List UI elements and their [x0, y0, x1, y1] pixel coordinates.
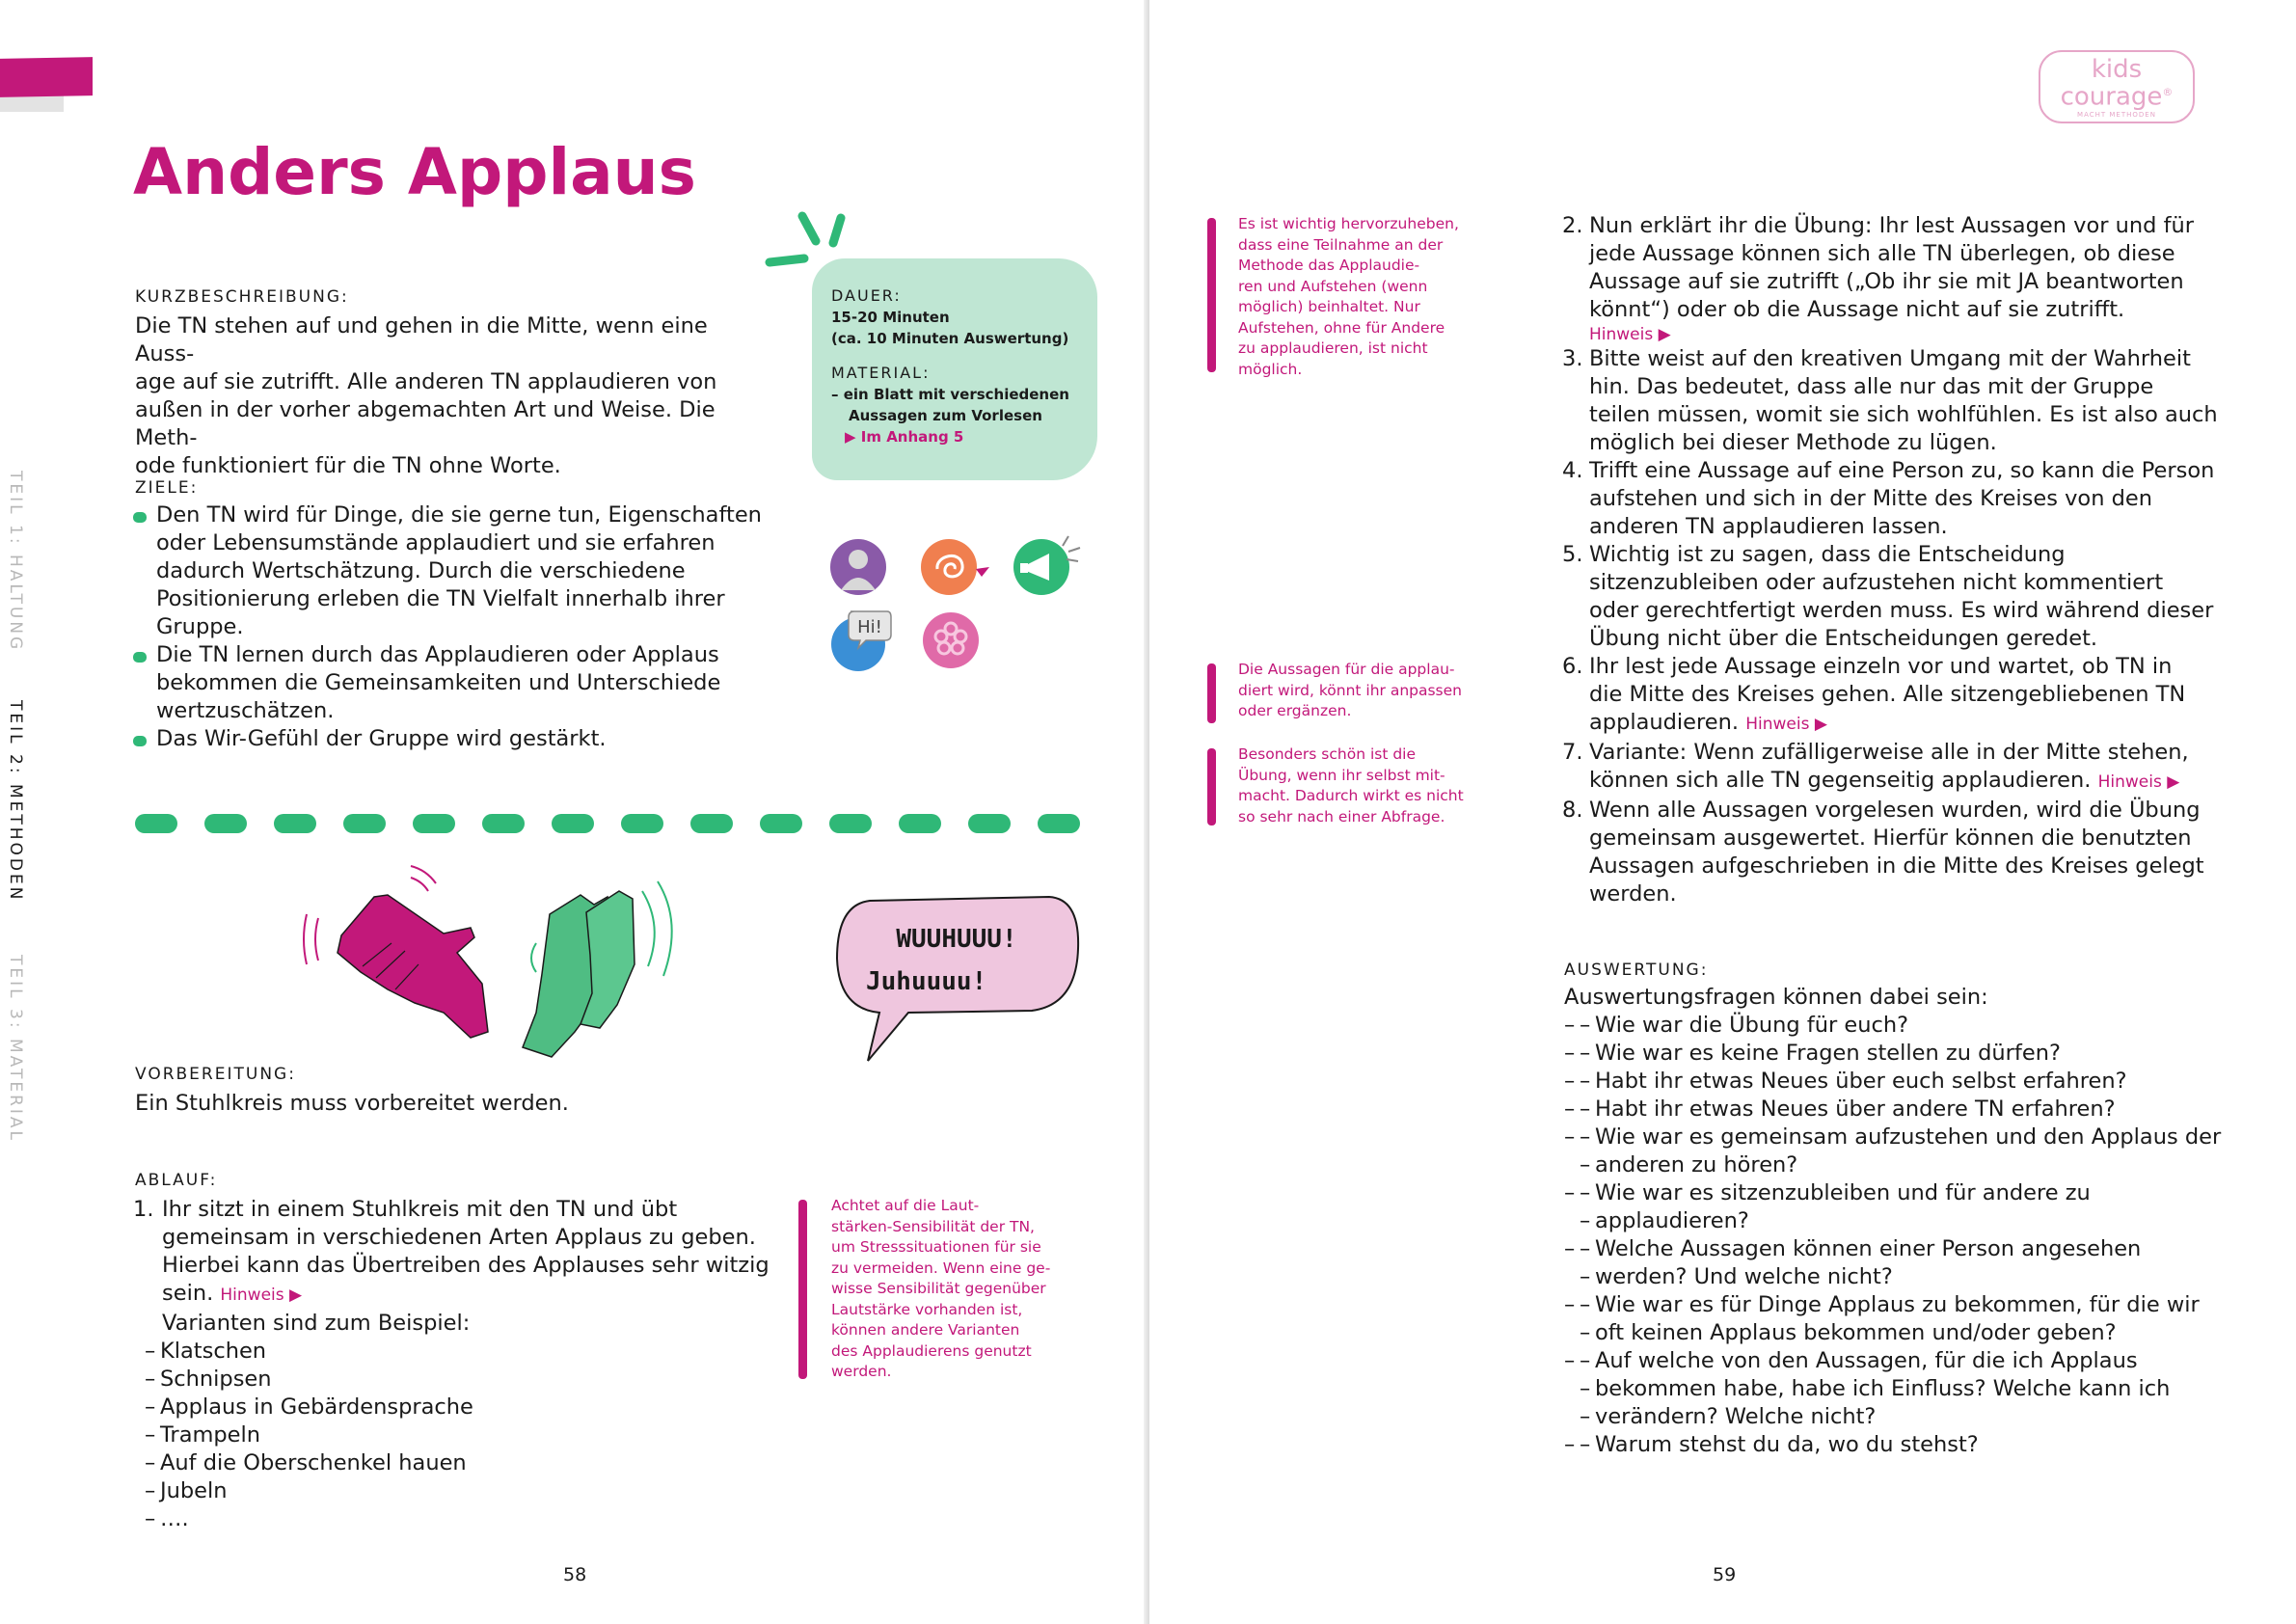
flower-icon	[920, 609, 982, 671]
right-page	[1149, 0, 2296, 1624]
list-item: – – Warum stehst du da, wo du stehst?	[1564, 1431, 2258, 1459]
swirl-icon	[918, 536, 993, 598]
list-item: 4. Trifft eine Aussage auf eine Person zu, so kann die Person aufstehen und sich in der Mitte des Kreises von den anderen TN applaudieren lassen.	[1562, 458, 2215, 539]
laut-note: Achtet auf die Laut- stärken-Sensibilität der TN, um Stresssituationen für sie zu vermeiden. Wenn eine ge- wisse Sensibilität gegenüber Lautstärke vorhanden ist, können andere Varianten des Applaudierens genutzt werden.	[831, 1197, 1051, 1380]
clapping-hands-illustration	[299, 858, 771, 1090]
teilnahme-note: Es ist wichtig hervorzuheben, dass eine Teilnahme an der Methode das Applaudie- ren und Aufstehen (wenn möglich) beinhaltet. Nur Aufstehen, ohne für Andere zu applaudieren, ist nicht möglich.	[1238, 215, 1459, 378]
hint-link[interactable]: Hinweis ▶	[2097, 772, 2180, 792]
list-item: Das Wir-Gefühl der Gruppe wird gestärkt.	[133, 725, 770, 753]
list-item: – – Wie war es sitzenzubleiben und für andere zu – applaudieren?	[1564, 1179, 2258, 1235]
list-item: – Schnipsen	[145, 1366, 770, 1394]
hint-link[interactable]: Hinweis ▶	[1745, 715, 1827, 734]
list-item: – – Welche Aussagen können einer Person angesehen – werden? Und welche nicht?	[1564, 1235, 2258, 1291]
person-icon	[827, 536, 889, 598]
ablauf-steps	[1562, 212, 2256, 908]
hint-link[interactable]: Hinweis ▶	[220, 1286, 303, 1305]
ziele-label: ZIELE:	[135, 478, 199, 498]
dauer-note: (ca. 10 Minuten Auswertung)	[831, 330, 1069, 347]
list-item: 6. Ihr lest jede Aussage einzeln vor und wartet, ob TN in die Mitte des Kreises gehen. Alle sitzengebliebenen TN applaudieren. Hinweis ▶	[1562, 654, 2186, 735]
list-item: – – Habt ihr etwas Neues über euch selbst erfahren?	[1564, 1068, 2258, 1096]
list-item: – – Wie war es gemeinsam aufzustehen und den Applaus der – anderen zu hören?	[1564, 1123, 2258, 1179]
note-bar	[798, 1200, 807, 1379]
ziele-list	[133, 501, 770, 753]
note-bar	[1207, 218, 1216, 372]
list-item: – – Wie war es keine Fragen stellen zu dürfen?	[1564, 1040, 2258, 1068]
dauer-value: 15-20 Minuten	[831, 309, 950, 326]
list-item: – Klatschen	[145, 1338, 770, 1366]
side-tab-haltung[interactable]: TEIL 1: HALTUNG	[6, 471, 25, 653]
varianten-list	[133, 1338, 770, 1533]
material-link[interactable]: ▶ Im Anhang 5	[845, 428, 964, 446]
dashed-divider	[131, 806, 1105, 841]
material-line: Aussagen zum Vorlesen	[849, 407, 1042, 424]
speech-hi-icon	[827, 606, 895, 673]
list-item: – – Wie war es für Dinge Applaus zu bekommen, für die wir – oft keinen Applaus bekommen und/oder geben?	[1564, 1291, 2258, 1347]
list-item: 5. Wichtig ist zu sagen, dass die Entscheidung sitzenzubleiben oder aufzustehen nicht kommentiert oder gerechtfertigt werden muss. Es wird während dieser Übung nicht über die Entscheidungen geredet.	[1562, 542, 2214, 651]
svg-text:WUUHUUU!: WUUHUUU!	[896, 925, 1017, 954]
list-item: 8. Wenn alle Aussagen vorgelesen wurden, wird die Übung gemeinsam ausgewertet. Hierfür können die benutzten Aussagen aufgeschrieben in die Mitte des Kreises gelegt werden.	[1562, 798, 2204, 907]
svg-text:Hi!: Hi!	[857, 617, 882, 637]
auswertung-intro: Auswertungsfragen können dabei sein:	[1564, 985, 1988, 1010]
list-item: Die TN lernen durch das Applaudieren oder Applaus bekommen die Gemeinsamkeiten und Unterschiede wertzuschätzen.	[133, 641, 770, 725]
megaphone-icon	[1011, 523, 1090, 600]
list-item: – Auf die Oberschenkel hauen	[145, 1449, 770, 1477]
list-item: 7. Variante: Wenn zufälligerweise alle in der Mitte stehen, können sich alle TN gegenseitig applaudieren. Hinweis ▶	[1562, 740, 2189, 793]
kids-courage-logo: kids courage® MACHT METHODEN	[2039, 50, 2195, 123]
list-item: – ….	[145, 1505, 770, 1533]
list-item: – Jubeln	[145, 1477, 770, 1505]
list-item: – – Habt ihr etwas Neues über andere TN erfahren?	[1564, 1096, 2258, 1123]
list-item: 2. Nun erklärt ihr die Übung: Ihr lest Aussagen vor und für jede Aussage können sich alle TN überlegen, ob diese Aussage auf sie zutrifft („Ob ihr sie mit JA beantworten könnt“) oder ob die Aussage nicht auf sie zutrifft. Hinweis ▶	[1562, 212, 2256, 345]
aussagen-note: Die Aussagen für die applau- diert wird, könnt ihr anpassen oder ergänzen.	[1238, 661, 1462, 719]
page-title: Anders Applaus	[133, 135, 696, 209]
kurz-label: KURZBESCHREIBUNG:	[135, 287, 349, 307]
list-item: – Applaus in Gebärdensprache	[145, 1394, 770, 1421]
list-item: 3. Bitte weist auf den kreativen Umgang mit der Wahrheit hin. Das bedeutet, dass alle nur das mit der Gruppe teilen müssen, womit sie sich wohlfühlen. Es ist also auch möglich bei dieser Methode zu lügen.	[1562, 346, 2218, 455]
info-box-content	[831, 285, 1092, 447]
kurz-text: Die TN stehen auf und gehen in die Mitte, wenn eine Auss- age auf sie zutrifft. Alle anderen TN applaudieren von außen in der vorher abgemachten Art und Weise. Die Meth- ode funktioniert für die TN ohne Worte.	[135, 313, 717, 478]
ablauf-step-1: 1. Ihr sitzt in einem Stuhlkreis mit den TN und übt gemeinsam in verschiedenen Arten Applaus zu geben. Hierbei kann das Übertreiben des Applauses sehr witzig sein. Hinweis ▶ Varianten sind zum Beispiel: – Klatschen – Schnipsen – Applaus in Gebärdensprache – Trampeln – Auf die Oberschenkel hauen – Jubeln – ….	[133, 1196, 770, 1533]
svg-text:Juhuuuu!: Juhuuuu!	[866, 967, 987, 996]
side-tab-methoden[interactable]: TEIL 2: METHODEN	[6, 700, 25, 903]
questions-list	[1564, 1012, 2258, 1459]
speech-bubble	[831, 891, 1084, 1074]
ablauf-label: ABLAUF:	[135, 1171, 218, 1190]
note-bar	[1207, 663, 1216, 723]
material-line: – ein Blatt mit verschiedenen	[831, 386, 1069, 403]
list-item: Den TN wird für Dinge, die sie gerne tun, Eigenschaften oder Lebensumstände applaudiert und sie erfahren dadurch Wertschätzung. Durch die verschiedene Positionierung erleben die TN Vielfalt innerhalb ihrer Gruppe.	[133, 501, 770, 641]
list-item: – – Wie war die Übung für euch?	[1564, 1012, 2258, 1040]
auswertung-section	[1564, 984, 2258, 1459]
mitmachen-note: Besonders schön ist die Übung, wenn ihr selbst mit- macht. Dadurch wirkt es nicht so sehr nach einer Abfrage.	[1238, 745, 1464, 826]
corner-marker	[0, 57, 93, 97]
page-number: 59	[1713, 1564, 1737, 1585]
dauer-label: DAUER:	[831, 286, 902, 305]
side-tab-material[interactable]: TEIL 3: MATERIAL	[6, 955, 25, 1143]
vorbereitung-label: VORBEREITUNG:	[135, 1065, 296, 1084]
note-bar	[1207, 748, 1216, 826]
material-label: MATERIAL:	[831, 364, 931, 382]
list-item: – – Auf welche von den Aussagen, für die ich Applaus – bekommen habe, habe ich Einfluss? Welche kann ich – verändern? Welche nicht?	[1564, 1347, 2258, 1431]
vorbereitung-text: Ein Stuhlkreis muss vorbereitet werden.	[135, 1091, 569, 1116]
list-item: – Trampeln	[145, 1421, 770, 1449]
page-number: 58	[563, 1564, 587, 1585]
auswertung-label: AUSWERTUNG:	[1564, 961, 1709, 980]
hint-link[interactable]: Hinweis ▶	[1589, 325, 1671, 344]
